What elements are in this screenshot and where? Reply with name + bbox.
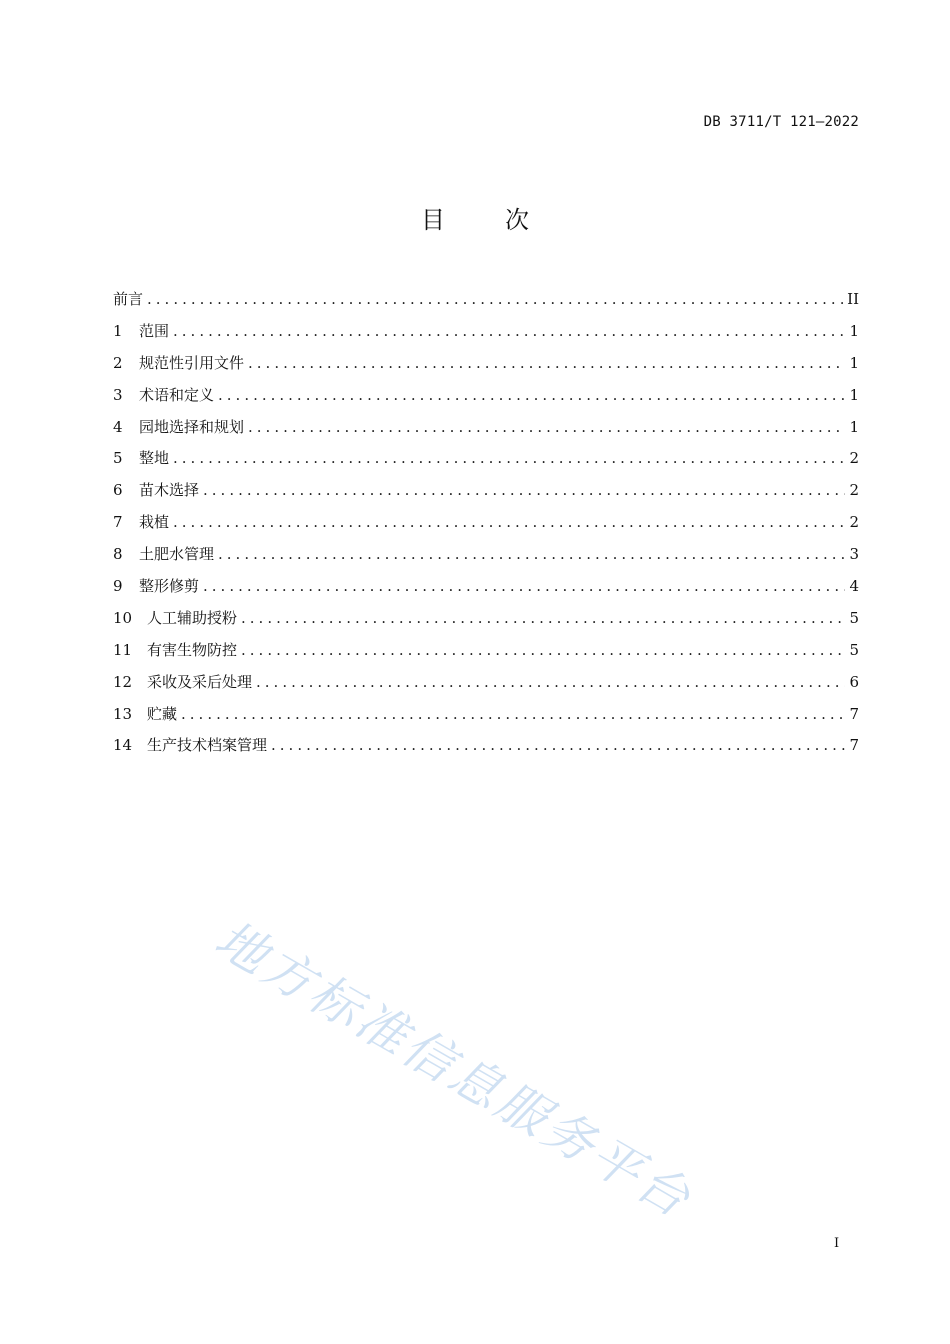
toc-entry-number: 12 [113, 672, 133, 691]
toc-entry-label: 采收及采后处理 [147, 672, 253, 691]
document-code: DB 3711/T 121—2022 [703, 114, 859, 130]
toc-entry-label: 前言 [113, 290, 144, 308]
toc-entry-page: 5 [849, 640, 859, 659]
toc-leader-dots [173, 316, 845, 348]
toc-leader-dots [173, 443, 845, 475]
toc-leader-dots [218, 539, 845, 571]
toc-entry-number: 7 [113, 513, 123, 532]
toc-entry[interactable] [113, 507, 859, 539]
toc-entry-page: 1 [849, 321, 859, 340]
toc-entry[interactable] [113, 667, 859, 699]
toc-leader-dots [173, 507, 845, 539]
toc-leader-dots [203, 571, 845, 603]
toc-entry-page: 2 [849, 481, 859, 500]
toc-entry-number: 4 [113, 417, 123, 436]
toc-entry-page: 5 [849, 608, 859, 627]
toc-entry-label: 贮藏 [147, 704, 178, 723]
toc-entry-page: 6 [849, 672, 859, 691]
toc-entry[interactable] [113, 412, 859, 444]
toc-entry-number: 11 [113, 640, 133, 659]
toc-entry-number: 3 [113, 385, 123, 404]
toc-entry-number: 10 [113, 608, 133, 627]
toc-entry-label: 土肥水管理 [139, 545, 215, 564]
toc-entry-page: 2 [849, 449, 859, 468]
toc-entry-number: 5 [113, 449, 123, 468]
toc-entry-number: 2 [113, 353, 123, 372]
toc-entry-label: 整地 [139, 449, 170, 468]
toc-entry-page: 2 [849, 513, 859, 532]
toc-leader-dots [218, 380, 845, 412]
toc-entry-page: 3 [849, 545, 859, 564]
toc-entry-page: 1 [849, 385, 859, 404]
toc-leader-dots [271, 730, 845, 762]
toc-entry-label: 苗木选择 [139, 481, 200, 500]
toc-entry-number: 14 [113, 736, 133, 755]
toc-entry-page: 1 [849, 353, 859, 372]
toc-entry-label: 园地选择和规划 [139, 417, 245, 436]
toc-entry[interactable] [113, 443, 859, 475]
toc-entry-page: 1 [849, 417, 859, 436]
toc-entry-label: 栽植 [139, 513, 170, 532]
toc-entry-page: II [847, 290, 859, 308]
toc-entry[interactable] [113, 348, 859, 380]
footer-page-number: I [834, 1236, 840, 1251]
toc-entry[interactable] [113, 571, 859, 603]
title-char-2: 次 [505, 206, 529, 234]
toc-entry-page: 7 [849, 704, 859, 723]
toc-entry[interactable] [113, 635, 859, 667]
title-char-1: 目 [421, 206, 445, 234]
toc-entry-label: 有害生物防控 [147, 640, 238, 659]
toc-entry[interactable] [113, 475, 859, 507]
toc-leader-dots [248, 348, 845, 380]
toc-entry-page: 4 [849, 577, 859, 596]
toc-leader-dots [203, 475, 845, 507]
toc-leader-dots [147, 284, 843, 316]
toc-entry-number: 6 [113, 481, 123, 500]
toc-entry-number: 1 [113, 321, 123, 340]
toc-entry-page: 7 [849, 736, 859, 755]
toc-entry[interactable] [113, 603, 859, 635]
toc-leader-dots [248, 412, 845, 444]
toc-entry-label: 人工辅助授粉 [147, 608, 238, 627]
page-title [0, 200, 950, 235]
table-of-contents [113, 284, 859, 762]
toc-entry[interactable] [113, 380, 859, 412]
toc-entry[interactable] [113, 730, 859, 762]
toc-entry[interactable] [113, 699, 859, 731]
toc-entry-label: 规范性引用文件 [139, 353, 245, 372]
toc-leader-dots [181, 699, 845, 731]
toc-entry[interactable] [113, 539, 859, 571]
toc-entry-label: 整形修剪 [139, 577, 200, 596]
toc-entry-label: 术语和定义 [139, 385, 215, 404]
toc-leader-dots [256, 667, 845, 699]
toc-leader-dots [241, 635, 845, 667]
toc-entry-number: 8 [113, 545, 123, 564]
toc-entry-label: 范围 [139, 321, 170, 340]
watermark: 地方标准信息服务平台 [205, 909, 703, 1230]
toc-entry[interactable] [113, 284, 859, 316]
toc-entry-number: 9 [113, 577, 123, 596]
toc-entry-label: 生产技术档案管理 [147, 736, 268, 755]
toc-leader-dots [241, 603, 845, 635]
toc-entry[interactable] [113, 316, 859, 348]
toc-entry-number: 13 [113, 704, 133, 723]
